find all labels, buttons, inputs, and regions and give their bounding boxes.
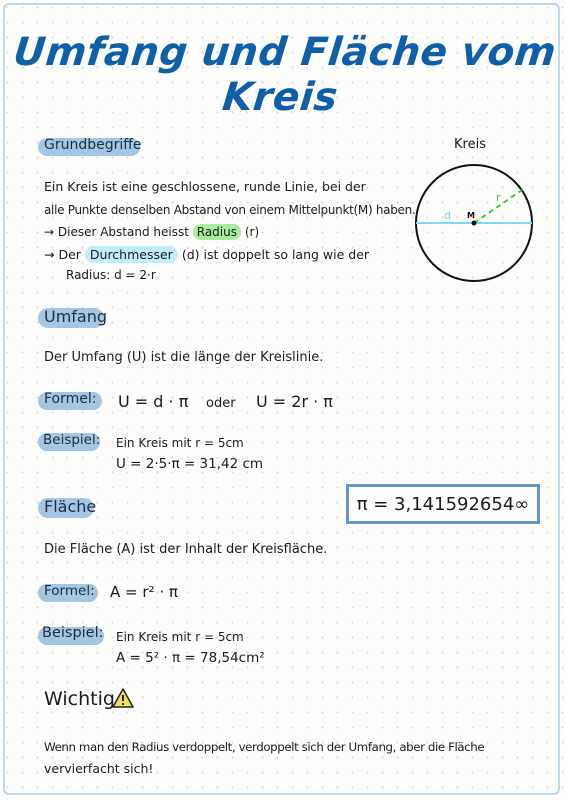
bullet-durchmesser-line2: Radius: d = 2·r bbox=[66, 268, 156, 282]
m-label: M bbox=[467, 211, 475, 220]
wichtig-heading: Wichtig bbox=[44, 688, 115, 710]
flaeche-beispiel-label: Beispiel: bbox=[42, 625, 104, 641]
wichtig-line1: Wenn man den Radius verdoppelt, verdoppelt sich der Umfang, aber die Fläche bbox=[44, 740, 485, 754]
grundbegriffe-line2: alle Punkte denselben Abstand von einem Mittelpunkt(M) haben. bbox=[44, 203, 416, 217]
umfang-heading: Umfang bbox=[44, 307, 108, 326]
umfang-formula2: U = 2r · π bbox=[256, 392, 333, 411]
grundbegriffe-line1: Ein Kreis ist eine geschlossene, runde Linie, bei der bbox=[44, 179, 366, 194]
flaeche-formel-label: Formel: bbox=[44, 583, 95, 599]
circle-diagram bbox=[406, 158, 542, 288]
center-point bbox=[472, 221, 477, 226]
bullet-radius-suffix: (r) bbox=[244, 225, 260, 239]
umfang-description: Der Umfang (U) ist die länge der Kreislinie. bbox=[44, 350, 324, 365]
bullet-durchmesser-suffix: (d) ist doppelt so lang wie der bbox=[181, 247, 370, 262]
d-label: d bbox=[444, 209, 451, 222]
bullet-durchmesser bbox=[44, 247, 369, 262]
umfang-beispiel-line1: Ein Kreis mit r = 5cm bbox=[116, 436, 244, 450]
bullet-radius bbox=[44, 225, 259, 239]
radius-highlight: Radius bbox=[193, 224, 241, 240]
diagram-label: Kreis bbox=[454, 137, 486, 152]
flaeche-description: Die Fläche (A) ist der Inhalt der Kreisfläche. bbox=[44, 542, 328, 557]
oder-text: oder bbox=[206, 396, 236, 411]
durchmesser-highlight: Durchmesser bbox=[85, 246, 178, 263]
warning-icon bbox=[112, 688, 134, 708]
pi-box: π = 3,141592654∞ bbox=[346, 484, 540, 524]
flaeche-beispiel-line1: Ein Kreis mit r = 5cm bbox=[116, 630, 244, 644]
r-label: r bbox=[496, 191, 501, 204]
flaeche-heading: Fläche bbox=[44, 497, 97, 516]
umfang-beispiel-line2: U = 2·5·π = 31,42 cm bbox=[116, 456, 264, 472]
umfang-formula1: U = d · π bbox=[118, 392, 189, 411]
umfang-beispiel-label: Beispiel: bbox=[43, 432, 101, 448]
wichtig-line2: vervierfacht sich! bbox=[44, 761, 154, 776]
umfang-formel-label: Formel: bbox=[44, 391, 97, 407]
grundbegriffe-heading: Grundbegriffe bbox=[44, 137, 142, 153]
bullet-radius-prefix: → Dieser Abstand heisst bbox=[44, 225, 189, 239]
page-title: Umfang und Fläche vom Kreis bbox=[11, 30, 559, 120]
flaeche-beispiel-line2: A = 5² · π = 78,54cm² bbox=[116, 650, 265, 666]
flaeche-formula: A = r² · π bbox=[110, 583, 178, 601]
bullet-durchmesser-prefix: → Der bbox=[44, 247, 81, 262]
